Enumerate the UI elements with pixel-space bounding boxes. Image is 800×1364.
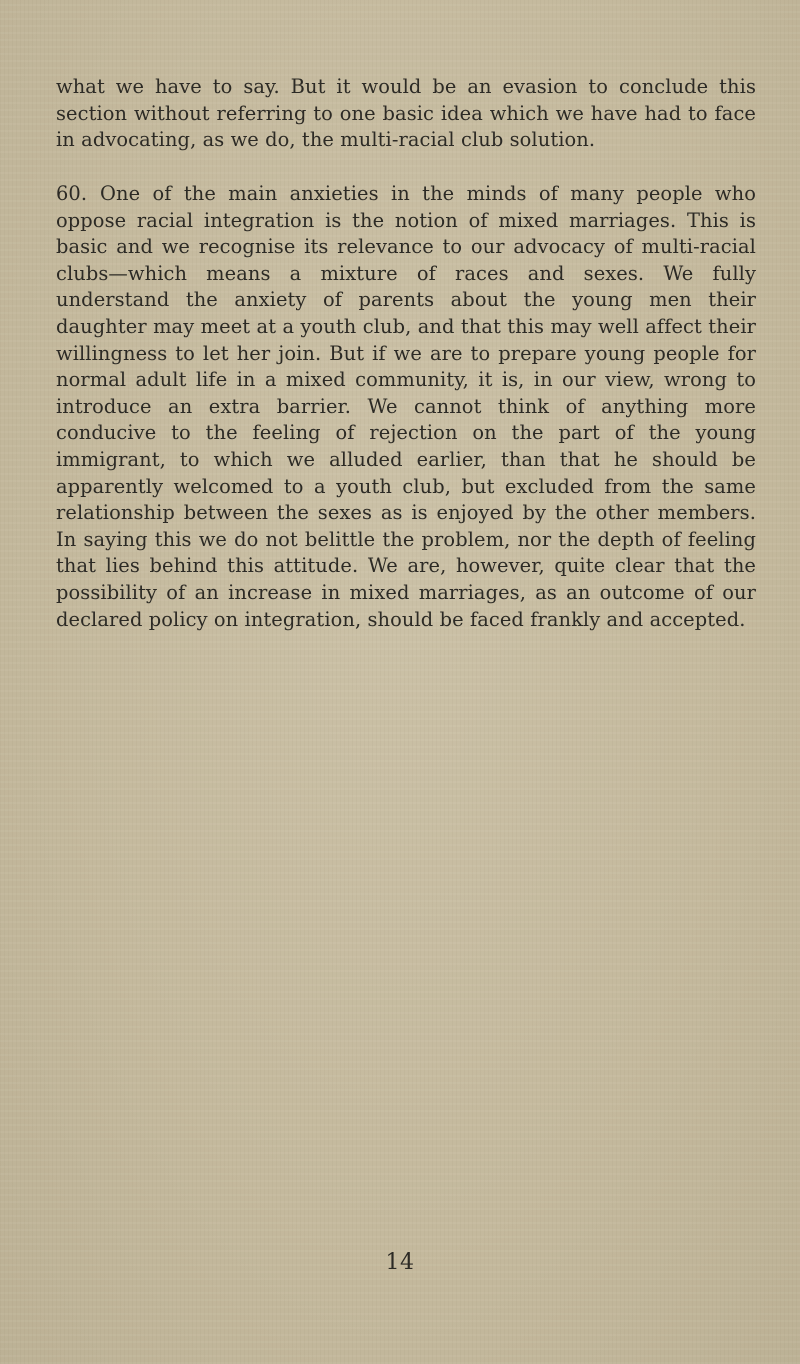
intro-paragraph: what we have to say. But it would be an evasion to conclude this section without referring to one basic idea which we have had to face in advocating, as we do, the multi-racial club solution. (56, 75, 756, 152)
paragraph-60-text: One of the main anxieties in the minds of many people who oppose racial integration is the notion of mixed marriages. This is basic and we recognise its relevance to our advocacy of multi-racial clubs—which means a mixture of races and sexes. We fully understand the anxiety of parents about the young men their daughter may meet at a youth club, and that this may well affect their willingness to let her join. But if we are to prepare young people for normal adult life in a mixed community, it is, in our view, wrong to introduce an extra barrier. We cannot think of anything more conducive to the feeling of rejection on the part of the young immigrant, to which we alluded earlier, than that he should be apparently welcomed to a youth club, but excluded from the same relationship between the sexes as is enjoyed by the other members. In saying this we do not belittle the problem, nor the depth of feeling that lies behind this attitude. We are, however, quite clear that the possibility of an increase in mixed marriages, as an outcome of our declared policy on integration, should be faced frankly and accepted. (56, 182, 756, 631)
page-number: 14 (385, 1250, 415, 1275)
paragraph-60 (56, 181, 756, 633)
paragraph-number: 60. (56, 182, 88, 205)
